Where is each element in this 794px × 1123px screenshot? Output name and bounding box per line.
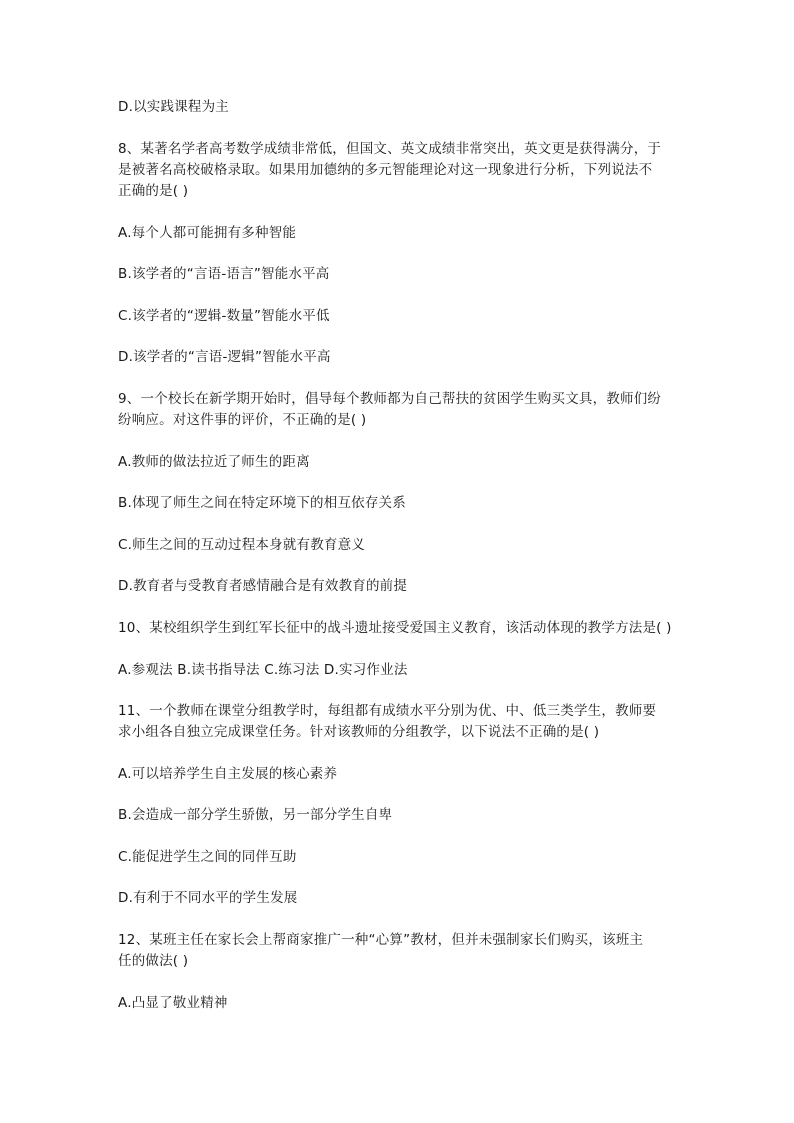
question-11-line-1: 11、一个教师在课堂分组教学时，每组都有成绩水平分别为优、中、低三类学生，教师要 — [118, 703, 657, 719]
option-d-q8: D.该学者的“言语-逻辑”智能水平高 — [118, 349, 331, 365]
option-c-q9: C.师生之间的互动过程本身就有教育意义 — [118, 537, 366, 553]
option-a-q12: A.凸显了敬业精神 — [118, 995, 228, 1011]
question-8-line-1: 8、某著名学者高考数学成绩非常低，但国文、英文成绩非常突出，英文更是获得满分，于 — [118, 141, 662, 157]
options-q10: A.参观法 B.读书指导法 C.练习法 D.实习作业法 — [118, 662, 408, 678]
option-d-q7: D.以实践课程为主 — [118, 99, 229, 115]
question-12-line-2: 任的做法( ) — [118, 953, 189, 969]
option-d-q11: D.有利于不同水平的学生发展 — [118, 890, 298, 906]
question-10: 10、某校组织学生到红军长征中的战斗遗址接受爱国主义教育，该活动体现的教学方法是( ) — [118, 620, 672, 636]
option-d-q9: D.教育者与受教育者感情融合是有效教育的前提 — [118, 578, 408, 594]
question-11-line-2: 求小组各自独立完成课堂任务。针对该教师的分组教学，以下说法不正确的是( ) — [118, 724, 600, 740]
question-9-line-1: 9、一个校长在新学期开始时，倡导每个教师都为自己帮扶的贫困学生购买文具，教师们纷 — [118, 391, 662, 407]
question-8-line-2: 是被著名高校破格录取。如果用加德纳的多元智能理论对这一现象进行分析，下列说法不 — [118, 162, 653, 178]
option-b-q11: B.会造成一部分学生骄傲，另一部分学生自卑 — [118, 807, 393, 823]
option-a-q11: A.可以培养学生自主发展的核心素养 — [118, 766, 338, 782]
option-a-q8: A.每个人都可能拥有多种智能 — [118, 225, 297, 241]
option-b-q9: B.体现了师生之间在特定环境下的相互依存关系 — [118, 495, 406, 511]
option-b-q8: B.该学者的“言语-语言”智能水平高 — [118, 266, 330, 282]
question-9-line-2: 纷响应。对这件事的评价，不正确的是( ) — [118, 412, 367, 428]
question-8-line-3: 正确的是( ) — [118, 183, 189, 199]
option-a-q9: A.教师的做法拉近了师生的距离 — [118, 454, 310, 470]
question-12-line-1: 12、某班主任在家长会上帮商家推广一种“心算”教材，但并未强制家长们购买，该班主 — [118, 932, 644, 948]
option-c-q8: C.该学者的“逻辑-数量”智能水平低 — [118, 308, 330, 324]
option-c-q11: C.能促进学生之间的同伴互助 — [118, 849, 297, 865]
